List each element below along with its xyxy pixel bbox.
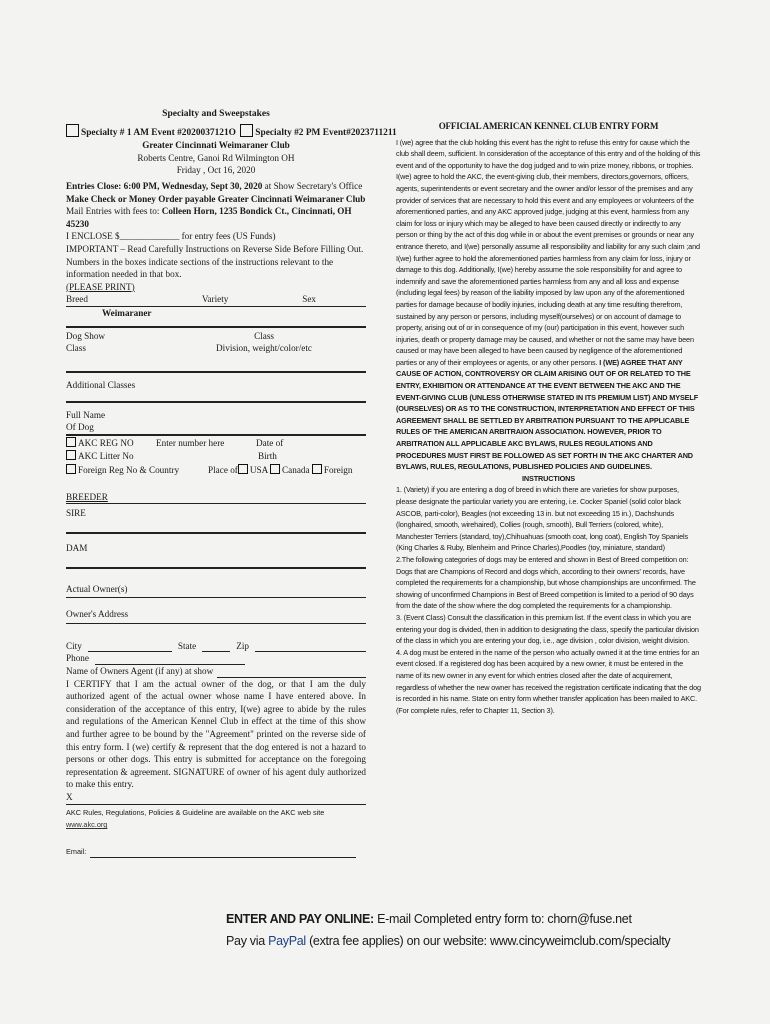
akc-link[interactable]: www.akc.org — [66, 820, 108, 830]
instruction-2: 2.The following categories of dogs may be entered and shown in Best of Breed competition on: Dogs that are Champions of Record and dogs which, according to their owners' records, have completed the requirements for a championship, but whose championships are unconfirmed. The showing of unconfirmed Champions in Best of Breed competition is limited to a period of 90 days from the date of the show where the dog completed the requirements for a championship. — [396, 554, 696, 611]
please-print: (PLEASE PRINT) — [66, 281, 135, 292]
breed-row[interactable]: Breed Variety Sex — [66, 293, 366, 307]
email-row[interactable]: Email: — [66, 846, 366, 859]
dam-field[interactable]: DAM — [66, 534, 366, 569]
instruction-4: 4. A dog must be entered in the name of the person who actually owned it at the time entries for an event closed. If a registered dog has been acquired by a new owner, it must be entered in the name of its new owner in any event for which entries closed after the date of acquirement, regardless of whether the new owner has received the registration certificate indicating that the dog is recorded in his name. State on entry form whether transfer application has been mailed to AKC. (For complete rules, refer to Chapter 11, Section 3). — [396, 647, 701, 715]
payable: Make Check or Money Order payable Greater Cincinnati Weimaraner Club — [66, 193, 366, 204]
usa-checkbox[interactable] — [238, 464, 248, 474]
entry-form-left — [66, 108, 397, 858]
sire-field[interactable]: SIRE — [66, 504, 366, 534]
specialty-line: Specialty # 1 AM Event #2020037121O Specialty #2 PM Event#2023711211 — [66, 124, 366, 140]
entries-close: Entries Close: 6:00 PM, Wednesday, Sept 30, 2020 at Show Secretary's Office — [66, 180, 363, 191]
akc-rules: AKC Rules, Regulations, Policies & Guideline are available on the AKC web site www.akc.org — [66, 807, 325, 830]
city-row[interactable]: City State Zip — [66, 624, 366, 653]
full-name[interactable]: Full Name Of Dog — [66, 403, 366, 436]
canada-checkbox[interactable] — [270, 464, 280, 474]
venue: Roberts Centre, Ganoi Rd Wilmington OH — [137, 152, 295, 163]
instructions-title: INSTRUCTIONS — [522, 473, 575, 483]
akc-litter-checkbox[interactable] — [66, 450, 76, 460]
entry-form-right — [396, 121, 701, 716]
official-title: OFFICIAL AMERICAN KENNEL CLUB ENTRY FORM — [438, 121, 659, 131]
owner-field[interactable]: Actual Owner(s) — [66, 569, 366, 599]
specialty1-checkbox[interactable] — [66, 124, 79, 137]
header: Specialty and Sweepstakes — [162, 109, 270, 119]
instruction-1: 1. (Variety) if you are entering a dog of breed in which there are varieties for show purposes, please designate the particular variety you are entering, i.e. Cocker Spaniel (solid color black ASCOB, parti-color), Beagles (not exceeding 13 in. but not exceeding 15 in.), Dachshunds (longhaired, smooth, wirehaired), Collies (rough, smooth), Bull Terriers (colored, white), Manchester Terriers (standard, toy),Chihuahuas (smooth coat, long coat), English Toy Spaniels (King Charles & Ruby, Blenheim and Prince Charles),Poodles (toy, miniature, standard) — [396, 485, 688, 553]
online-entry-line: ENTER AND PAY ONLINE: E-mail Completed entry form to: chorn@fuse.net — [226, 912, 632, 926]
registration-block: AKC REG NO Enter number here Date of AKC Litter No Birth Foreign Reg No & Country Place of USA Canada Foreign — [66, 437, 366, 485]
agreement: I (we) agree that the club holding this event has the right to refuse this entry for cause which the club shall deem, sufficient. In consideration of the acceptance of this entry and of the holding of this event and of the opportunity to have the dog judged and to win prize money, ribbons, or trophies. I(we) agree to hold the AKC, the event-giving club, their members, directors,governors, officers, agents, superintendents or event secretary and the owner and/or lessor of the premises and any provider of services that are necessary to hold this event and any employees or volunteers of the aforementioned parties, and any AKC approved judge, judging at this event, harmless from any claim for loss or injury which may be alleged to have been caused directly or indirectly to any person or thing by the act of this dog while in or about the event premises or grounds or near any entrance thereto, and I(we) personally assume all responsibility and liability for any such claim ;and I(we) further agree to hold the aforementioned parties harmless from any claim for loss, injury or damage to this dog. Additionally, I(we) hereby assume the sole responsibility for and agree to indemnify and save the aforementioned parties harmless from any and all loss and expense (including legal fees) by reason of the liability imposed by law upon any of the aforementioned parties for damage because of bodily injuries, including death at any time resulting therefrom, sustained by any person or persons, including myself(ourselves) or on account of damage to property, arising out of or in consequence of my (our) participation in this event, however such injuries, death or property damage may be caused, and whether or not the same may have been caused or may have been alleged to have been caused by negligence of the aforementioned parties or any of their employees or agents, or any other persons. I (WE) AGREE THAT ANY CAUSE OF ACTION, CONTROVERSY OR CLAIM ARISING OUT OF OR RELATED TO THE ENTRY, EXHIBITION OR ATTENDANCE AT THE EVENT BETWEEN THE AKC AND THE EVENT-GIVING CLUB (UNLESS OTHERWISE STATED IN ITS PREMIUM LIST) AND MYSELF (OURSELVES) OR AS TO THE CONSTRUCTION, INTERPRETATION AND EFFECT OF THIS AGREEMENT SHALL BE SETTLED BY ARBITRATION PURSUANT TO THE APPLICABLE RULES OF THE AMERICAN ARBITRAION ASSOCIATION. HOWEVER, PRIOR TO ARBITRATION ALL APPLICABLE AKC BYLAWS, RULES REGULATIONS AND PROCEDURES MUST FIRST BE FOLLOWED AS SET FORTH IN THE AKC CHARTER AND BYLAWS, RULES, REGULATIONS, PUBLISHED POLICIES AND GUIDELINES. — [396, 137, 701, 472]
akc-reg-checkbox[interactable] — [66, 437, 76, 447]
enclose-fee[interactable]: I ENCLOSE $_____________ for entry fees (US Funds) — [66, 231, 276, 242]
foreign-checkbox[interactable] — [312, 464, 322, 474]
mail-to: Mail Entries with fees to: Colleen Horn, 1235 Bondick Ct., Cincinnati, OH 45230 — [66, 206, 352, 229]
instruction-3: 3. (Event Class) Consult the classification in this premium list. If the event class in which you are entering your dog is divided, then in addition to designating the class, specify the particular division of the class in which you are entering your dog, i.e., age division , color division, weight division. — [396, 612, 699, 646]
paypal-line: Pay via PayPal (extra fee applies) on our website: www.cincyweimclub.com/specialty — [226, 934, 671, 948]
signature-field[interactable]: X — [66, 791, 366, 805]
agent-row[interactable]: Name of Owners Agent (if any) at show — [66, 665, 366, 678]
address-field[interactable]: Owner's Address — [66, 598, 366, 624]
class-row[interactable]: Dog Show Class Class Division, weight/color/etc — [66, 328, 366, 373]
additional-classes[interactable]: Additional Classes — [66, 379, 136, 390]
show-date: Friday , Oct 16, 2020 — [176, 165, 256, 176]
breed-value: Weimaraner — [102, 307, 152, 318]
important-note: IMPORTANT – Read Carefully Instructions on Reverse Side Before Filling Out. Numbers in the boxes indicate sections of the instructions relevant to the information needed in that box. — [66, 243, 364, 280]
club-name: Greater Cincinnati Weimaraner Club — [142, 140, 290, 151]
certify-text: I CERTIFY that I am the actual owner of the dog, or that I am the duly authorized agent of the actual owner whose name I have entered above. In consideration of the acceptance of this entry, I(we) agree to abide by the rules and regulations of the American Kennel Club in effect at the time of this show and further agree to be bound by the "Agreement" printed on the reverse side of this entry form. I (we) certify & represent that the dog entered is not a hazard to persons or other dogs. This entry is submitted for acceptance on the foregoing representation & agreement. SIGNATURE of owner of his agent duly authorized to make this entry. — [66, 678, 366, 790]
foreign-reg-checkbox[interactable] — [66, 464, 76, 474]
specialty2-checkbox[interactable] — [240, 124, 253, 137]
phone-row[interactable]: Phone — [66, 652, 366, 665]
breeder-field[interactable]: BREEDER — [66, 485, 366, 505]
